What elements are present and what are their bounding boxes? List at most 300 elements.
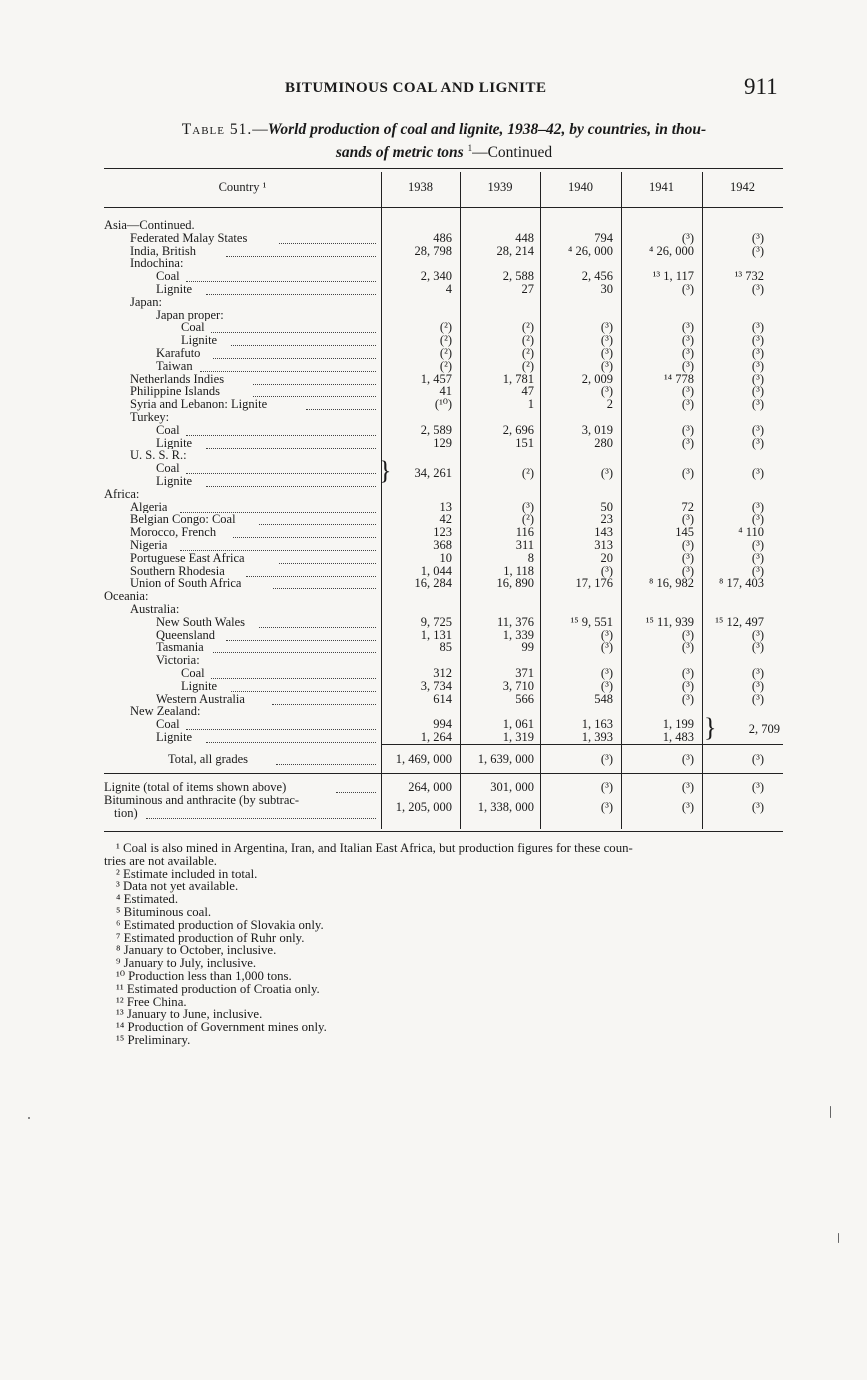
ussr-combined-row: [104, 467, 783, 480]
lignite-total-1940: (³): [600, 780, 613, 794]
table-cell: 1, 061: [502, 717, 534, 732]
table-cell: 23: [600, 512, 613, 527]
table-cell: 1, 781: [502, 371, 534, 386]
table-cell: (³): [681, 422, 694, 437]
table-cell: 1, 319: [502, 730, 534, 744]
footnote: ⁷ Estimated production of Ruhr only.: [116, 930, 305, 945]
row-label: Indochina:: [130, 257, 184, 271]
total-bottom-rule: [104, 773, 783, 774]
table-cell: 116: [515, 525, 534, 540]
table-cell: (³): [600, 333, 613, 348]
row-label: New Zealand:: [130, 705, 201, 719]
table-cell: 2, 588: [502, 269, 534, 284]
leader-dots: [279, 233, 376, 244]
table-cell: (³): [600, 320, 613, 335]
table-row: [104, 411, 783, 424]
table-cell: (³): [681, 627, 694, 642]
table-cell: 2, 696: [502, 422, 534, 437]
row-label: Turkey:: [130, 411, 170, 424]
leader-dots: [231, 681, 376, 692]
footnotes: [104, 842, 784, 1047]
row-label: Lignite: [181, 334, 218, 347]
total-row: [104, 753, 783, 766]
lignite-total-row: [104, 781, 783, 794]
caption-dash: —: [252, 121, 268, 138]
leader-dots: [146, 808, 376, 819]
leader-dots: [186, 271, 376, 282]
ussr-value-1942: (³): [751, 466, 764, 480]
table-cell: 794: [594, 230, 613, 245]
leader-dots: [206, 284, 376, 295]
table-cell: 2: [606, 397, 613, 412]
leader-dots: [272, 694, 376, 705]
leader-dots: [213, 348, 376, 359]
table-cell: 313: [594, 538, 613, 552]
table-cell: 614: [433, 691, 452, 706]
table-row: [104, 219, 783, 232]
row-label: Lignite: [156, 436, 193, 450]
table-cell: 151: [515, 435, 534, 450]
table-cell: (³): [681, 563, 694, 578]
table-cell: (³): [751, 538, 764, 552]
table-cell: (³): [751, 550, 764, 565]
row-label: Federated Malay States: [130, 231, 248, 245]
table-cell: (²): [521, 346, 534, 360]
leader-dots: [259, 617, 376, 628]
leader-dots: [186, 425, 376, 436]
table-cell: (³): [681, 282, 694, 296]
table-cell: 1, 457: [420, 371, 452, 386]
lignite-total-1939: 301, 000: [490, 780, 534, 794]
ussr-value-1941: (³): [681, 466, 694, 480]
table-cell: 3, 710: [502, 678, 534, 693]
row-label: Coal: [156, 270, 180, 283]
row-label: Asia—Continued.: [104, 219, 195, 232]
table-cell: (³): [600, 384, 613, 399]
total-1939: 1, 639, 000: [477, 752, 534, 766]
table-cell: 1, 199: [662, 717, 694, 732]
row-label: Coal: [156, 718, 180, 731]
new-zealand-combined-row: [104, 723, 783, 736]
leader-dots: [180, 502, 376, 513]
footnote: ¹³ January to June, inclusive.: [116, 1007, 263, 1022]
new-zealand-brace: }: [704, 713, 717, 742]
table-cell: (³): [681, 691, 694, 706]
table-cell: ⁴ 26, 000: [649, 243, 694, 258]
row-label: Coal: [181, 667, 205, 680]
table-cell: 2, 340: [420, 269, 452, 284]
table-cell: (³): [751, 397, 764, 412]
table-cell: 280: [594, 435, 613, 450]
table-cell: ¹³ 1, 117: [652, 269, 694, 284]
row-label: Syria and Lebanon: Lignite: [130, 398, 268, 411]
footnote: ³ Data not yet available.: [116, 879, 239, 894]
caption-suffix: —Continued: [472, 144, 553, 162]
lignite-total-1941: (³): [681, 780, 694, 794]
table-cell: 28, 214: [496, 243, 534, 258]
table-cell: (²): [439, 320, 452, 335]
table-cell: (³): [600, 666, 613, 680]
row-label: Western Australia: [156, 692, 245, 706]
table-cell: (³): [751, 678, 764, 693]
table-caption: [104, 121, 784, 162]
table-cell: 368: [433, 538, 452, 552]
row-label: Philippine Islands: [130, 385, 220, 399]
footnote: ¹² Free China.: [116, 994, 187, 1009]
table-cell: (²): [521, 358, 534, 373]
bituminous-1942: (³): [751, 800, 764, 814]
leader-dots: [233, 527, 376, 538]
table-cell: 2, 456: [581, 269, 613, 284]
footnote: ⁶ Estimated production of Slovakia only.: [116, 917, 324, 932]
row-label: Belgian Congo: Coal: [130, 513, 236, 527]
table-cell: 1: [527, 397, 534, 412]
row-label: Australia:: [130, 603, 180, 616]
ussr-value-1940: (³): [600, 466, 613, 480]
table-cell: 41: [439, 384, 452, 399]
table-cell: (³): [751, 422, 764, 437]
table-cell: 123: [433, 525, 452, 540]
footnote: tries are not available.: [104, 853, 217, 868]
table-cell: 1, 483: [662, 730, 694, 744]
table-row: [104, 616, 783, 629]
table-cell: (³): [600, 640, 613, 655]
table-cell: (³): [681, 333, 694, 348]
row-label: Victoria:: [156, 654, 200, 667]
table-cell: (³): [751, 320, 764, 335]
row-label: Coal: [156, 423, 180, 437]
leader-dots: [226, 630, 376, 641]
total-1938: 1, 469, 000: [395, 752, 452, 766]
table-cell: 1, 393: [581, 730, 613, 744]
table-cell: (²): [439, 333, 452, 348]
table-cell: (³): [521, 499, 534, 514]
footnote: ⁴ Estimated.: [116, 892, 179, 907]
table-cell: (³): [751, 691, 764, 706]
table-cell: (³): [751, 243, 764, 258]
footnote: ² Estimate included in total.: [116, 866, 258, 881]
row-label: Oceania:: [104, 590, 149, 603]
table-cell: (³): [751, 499, 764, 514]
leader-dots: [200, 361, 376, 372]
table-cell: (³): [751, 435, 764, 450]
table-cell: 2, 589: [420, 422, 452, 437]
footnote: ⁹ January to July, inclusive.: [116, 956, 257, 971]
row-label: Algeria: [130, 500, 168, 514]
table-cell: 1, 044: [420, 563, 452, 578]
leader-dots: [206, 438, 376, 449]
footnote: ¹¹ Estimated production of Croatia only.: [116, 981, 320, 996]
table-cell: (³): [681, 320, 694, 335]
leader-dots: [253, 386, 376, 397]
table-row: [104, 449, 783, 462]
table-cell: (³): [681, 678, 694, 693]
table-cell: (³): [600, 678, 613, 693]
row-label: Africa:: [104, 487, 140, 501]
table-cell: (³): [600, 563, 613, 578]
table-cell: 1, 339: [502, 627, 534, 642]
footnote: ⁵ Bituminous coal.: [116, 904, 212, 919]
table-cell: 311: [515, 538, 534, 552]
column-header-1939: 1939: [487, 180, 513, 194]
row-label: India, British: [130, 244, 196, 258]
table-cell: 3, 734: [420, 678, 452, 693]
bituminous-label-line-2: tion): [114, 807, 138, 820]
row-label: Queensland: [156, 628, 216, 642]
table-cell: (³): [600, 346, 613, 360]
caption-label: Table 51.: [181, 121, 253, 138]
table-cell: (²): [521, 512, 534, 527]
scan-speck: [830, 1106, 831, 1118]
table-cell: 42: [439, 512, 452, 527]
ussr-brace: }: [379, 456, 392, 485]
table-row: [104, 552, 783, 565]
table-row: [104, 232, 783, 245]
table-cell: (³): [681, 435, 694, 450]
table-row: [104, 488, 783, 501]
table-cell: (³): [751, 512, 764, 527]
table-cell: (¹⁰): [434, 397, 452, 412]
row-label: Tasmania: [156, 641, 204, 655]
footnote: ¹ Coal is also mined in Argentina, Iran, and Italian East Africa, but production figures for these coun-: [116, 841, 633, 855]
table-cell: 72: [681, 499, 694, 514]
table-cell: (³): [751, 358, 764, 373]
table-cell: (²): [521, 333, 534, 348]
scan-speck: [838, 1233, 839, 1243]
leader-dots: [253, 374, 376, 385]
column-header-1941: 1941: [649, 180, 674, 194]
ussr-value-1938: 34, 261: [414, 466, 452, 480]
table-cell: 129: [433, 435, 452, 450]
table-cell: 145: [675, 525, 694, 540]
row-label: Lignite: [156, 283, 193, 296]
leader-dots: [336, 782, 376, 793]
table-row: [104, 680, 783, 693]
table-cell: ¹⁵ 12, 497: [715, 614, 764, 629]
table-cell: ¹⁴ 778: [664, 371, 694, 386]
table-row: [104, 590, 783, 603]
table-row: [104, 360, 783, 373]
table-row: [104, 398, 783, 411]
running-head: BITUMINOUS COAL AND LIGNITE: [285, 80, 547, 96]
leader-dots: [180, 540, 376, 551]
row-label: Southern Rhodesia: [130, 564, 225, 578]
table-bottom-rule: [104, 831, 783, 832]
table-cell: 8: [527, 550, 534, 565]
row-label: Lignite: [181, 679, 218, 693]
row-label: Taiwan: [156, 359, 193, 373]
table-cell: (³): [600, 358, 613, 373]
leader-dots: [231, 335, 376, 346]
row-label: Lignite: [156, 731, 193, 744]
table-row: [104, 245, 783, 258]
table-cell: 4: [445, 282, 452, 296]
table-cell: 16, 284: [414, 576, 452, 591]
column-header-country: Country ¹: [218, 180, 267, 194]
table-cell: (³): [751, 333, 764, 348]
table-cell: 566: [515, 691, 534, 706]
table-cell: 47: [521, 384, 534, 399]
total-top-rule: [381, 744, 783, 745]
table-cell: (³): [751, 640, 764, 655]
row-label: Nigeria: [130, 539, 168, 552]
leader-dots: [213, 642, 376, 653]
column-header-1940: 1940: [568, 180, 593, 194]
bituminous-1940: (³): [600, 800, 613, 814]
table-cell: 1, 163: [581, 717, 613, 732]
row-label: Coal: [156, 462, 180, 475]
bituminous-1941: (³): [681, 800, 694, 814]
table-row: [104, 539, 783, 552]
row-label: Morocco, French: [130, 526, 217, 539]
table-cell: 994: [433, 717, 452, 732]
table-cell: 448: [515, 230, 534, 245]
lignite-total-label: Lignite (total of items shown above): [104, 781, 287, 794]
caption-title-line-2: sands of metric tons: [335, 144, 464, 162]
table-cell: 28, 798: [414, 243, 452, 258]
row-label: Coal: [181, 321, 205, 335]
row-label: Japan proper:: [156, 308, 224, 322]
total-1941: (³): [681, 752, 694, 766]
table-cell: (³): [751, 666, 764, 680]
table-cell: 1, 264: [420, 730, 452, 744]
table-cell: ¹³ 732: [734, 269, 764, 284]
table-row: [104, 667, 783, 680]
table-cell: 9, 725: [420, 614, 452, 629]
ussr-value-1939: (²): [521, 466, 534, 480]
leader-dots: [211, 322, 376, 333]
table-cell: (³): [681, 346, 694, 360]
table-cell: 486: [433, 230, 452, 245]
table-cell: (³): [751, 371, 764, 386]
table-row: [104, 437, 783, 450]
table-cell: (³): [681, 640, 694, 655]
total-label: Total, all grades: [168, 753, 248, 766]
table-cell: (²): [521, 320, 534, 335]
table-cell: ⁴ 26, 000: [568, 243, 613, 258]
table-cell: 20: [600, 550, 613, 565]
column-header-1942: 1942: [730, 180, 755, 194]
table-cell: ⁴ 110: [738, 525, 764, 540]
row-label: Portuguese East Africa: [130, 551, 245, 565]
table-row: [104, 424, 783, 437]
table-cell: (³): [751, 627, 764, 642]
leader-dots: [259, 514, 376, 525]
table-cell: 1, 118: [503, 563, 534, 578]
total-1940: (³): [600, 752, 613, 766]
table-row: [104, 296, 783, 309]
table-cell: (³): [681, 384, 694, 399]
table-cell: (²): [439, 358, 452, 373]
table-cell: (³): [681, 358, 694, 373]
leader-dots: [276, 754, 376, 765]
total-1942: (³): [751, 752, 764, 766]
leader-dots: [211, 668, 376, 679]
table-cell: (³): [681, 512, 694, 527]
table-cell: (³): [681, 538, 694, 552]
table-cell: (³): [751, 346, 764, 360]
caption-line-1: [104, 121, 784, 139]
table-cell: 3, 019: [581, 422, 613, 437]
table-cell: ⁸ 17, 403: [719, 576, 764, 591]
scan-speck: [28, 1117, 30, 1119]
table-cell: (³): [681, 666, 694, 680]
leader-dots: [246, 566, 376, 577]
table-cell: 548: [594, 691, 613, 706]
table-cell: 312: [433, 666, 452, 680]
caption-line-2: [104, 139, 784, 162]
table-cell: ⁸ 16, 982: [649, 576, 694, 591]
table-cell: ¹⁵ 9, 551: [570, 614, 613, 629]
table-cell: (³): [681, 397, 694, 412]
table-cell: 85: [439, 640, 452, 655]
leader-dots: [226, 246, 376, 257]
footnote: ⁸ January to October, inclusive.: [116, 943, 277, 958]
table-row: [104, 577, 783, 590]
footnote: ¹⁵ Preliminary.: [116, 1032, 191, 1047]
table-cell: (³): [751, 230, 764, 245]
table-cell: 99: [521, 640, 534, 655]
caption-title-line-1: World production of coal and lignite, 1938–42, by countries, in thou-: [267, 121, 707, 138]
table-row: [104, 283, 783, 296]
page-number: 911: [744, 74, 778, 99]
table-cell: 17, 176: [575, 576, 613, 591]
row-label: Karafuto: [156, 347, 201, 360]
caption-footnote-ref: 1: [467, 143, 473, 153]
table-cell: (³): [751, 384, 764, 399]
footnote: ¹⁰ Production less than 1,000 tons.: [116, 968, 292, 983]
table-cell: 30: [600, 282, 613, 296]
row-label: Japan:: [130, 295, 162, 309]
leader-dots: [279, 553, 376, 564]
column-header-1938: 1938: [408, 180, 433, 194]
table-cell: 50: [600, 499, 613, 514]
table-cell: (³): [751, 282, 764, 296]
lignite-total-1938: 264, 000: [408, 780, 452, 794]
table-cell: 11, 376: [496, 614, 534, 629]
row-label: Union of South Africa: [130, 577, 242, 591]
bituminous-1939: 1, 338, 000: [477, 800, 534, 814]
table-header-rule: [104, 207, 783, 208]
table-cell: 13: [439, 499, 452, 514]
new-zealand-value-1942: 2, 709: [748, 722, 780, 736]
table-cell: 371: [515, 666, 534, 680]
table-cell: (³): [600, 627, 613, 642]
table-cell: (²): [439, 346, 452, 360]
table-cell: 16, 890: [496, 576, 534, 591]
footnote: ¹⁴ Production of Government mines only.: [116, 1020, 327, 1035]
table-cell: 10: [439, 550, 452, 565]
table-cell: (³): [681, 550, 694, 565]
table-cell: (³): [751, 563, 764, 578]
row-label: U. S. S. R.:: [130, 449, 187, 463]
row-label: New South Wales: [156, 615, 246, 629]
bituminous-label-line-1: Bituminous and anthracite (by subtrac-: [104, 794, 300, 807]
table-cell: (³): [681, 230, 694, 245]
table-row: [104, 603, 783, 616]
row-label: Lignite: [156, 475, 193, 488]
table-cell: 27: [521, 282, 534, 296]
leader-dots: [306, 399, 376, 410]
table-row: [104, 347, 783, 360]
bituminous-1938: 1, 205, 000: [395, 800, 452, 814]
table-top-rule: [104, 168, 783, 169]
row-label: Netherlands Indies: [130, 372, 225, 386]
table-row: [104, 693, 783, 706]
table-row: [104, 641, 783, 654]
lignite-total-1942: (³): [751, 780, 764, 794]
leader-dots: [273, 578, 376, 589]
